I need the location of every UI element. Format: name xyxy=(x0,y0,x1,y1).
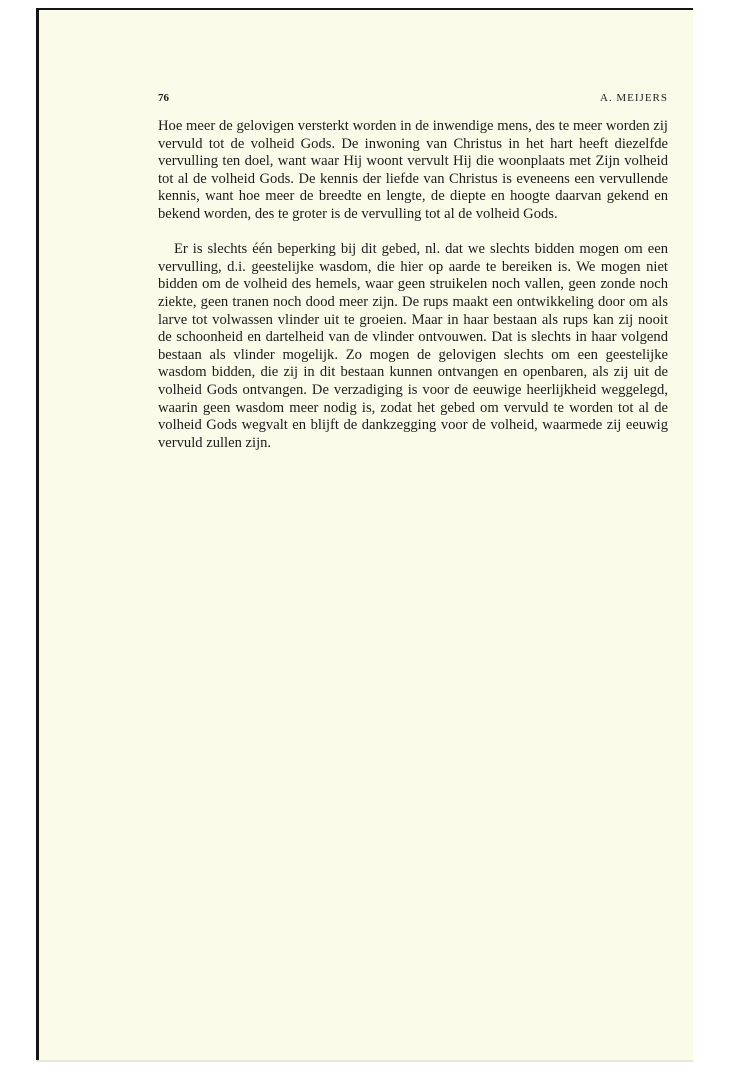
running-head xyxy=(158,92,668,106)
paragraph-2: Er is slechts één beperking bij dit gebed, nl. dat we slechts bidden mogen om een vervulling, d.i. geestelijke wasdom, die hier op aarde te bereiken is. We mogen niet bidden om de volheid des hemels, waar geen struikelen noch vallen, geen zonde noch ziekte, geen tranen noch dood meer zijn. De rups maakt een ontwikkeling door om als larve tot volwassen vlinder uit te groeien. Maar in haar bestaan als rups kan zij nooit de schoonheid en dartelheid van de vlinder ontvouwen. Dat is slechts in haar volgend bestaan als vlinder mogelijk. Zo mogen de gelovigen slechts om een geestelijke wasdom bidden, die zij in dit bestaan kunnen ontvangen en openbaren, als zij uit de volheid Gods ontvangen. De verzadiging is voor de eeuwige heerlijkheid weggelegd, waarin geen wasdom meer nodig is, zodat het gebed om vervuld te worden tot al de volheid Gods wegvalt en blijft de dankzegging voor de volheid, waarmede zij eeuwig vervuld zullen zijn. xyxy=(158,241,668,451)
running-head-author: A. MEIJERS xyxy=(599,92,668,104)
text-body xyxy=(158,118,668,452)
paragraph-1: Hoe meer de gelovigen versterkt worden in de inwendige mens, des te meer worden zij vervuld tot de volheid Gods. De inwoning van Christus in het hart heeft diezelfde vervulling ten doel, want waar Hij woont vervult Hij die woonplaats met Zijn volheid tot al de volheid Gods. De kennis der liefde van Christus is eveneens een vervullende kennis, want hoe meer de breedte en lengte, de diepte en hoogte daarvan gekend en bekend worden, des te groter is de vervulling tot al de volheid Gods. xyxy=(158,118,668,222)
page-number: 76 xyxy=(158,92,169,104)
page-bottom-edge xyxy=(36,1060,693,1062)
